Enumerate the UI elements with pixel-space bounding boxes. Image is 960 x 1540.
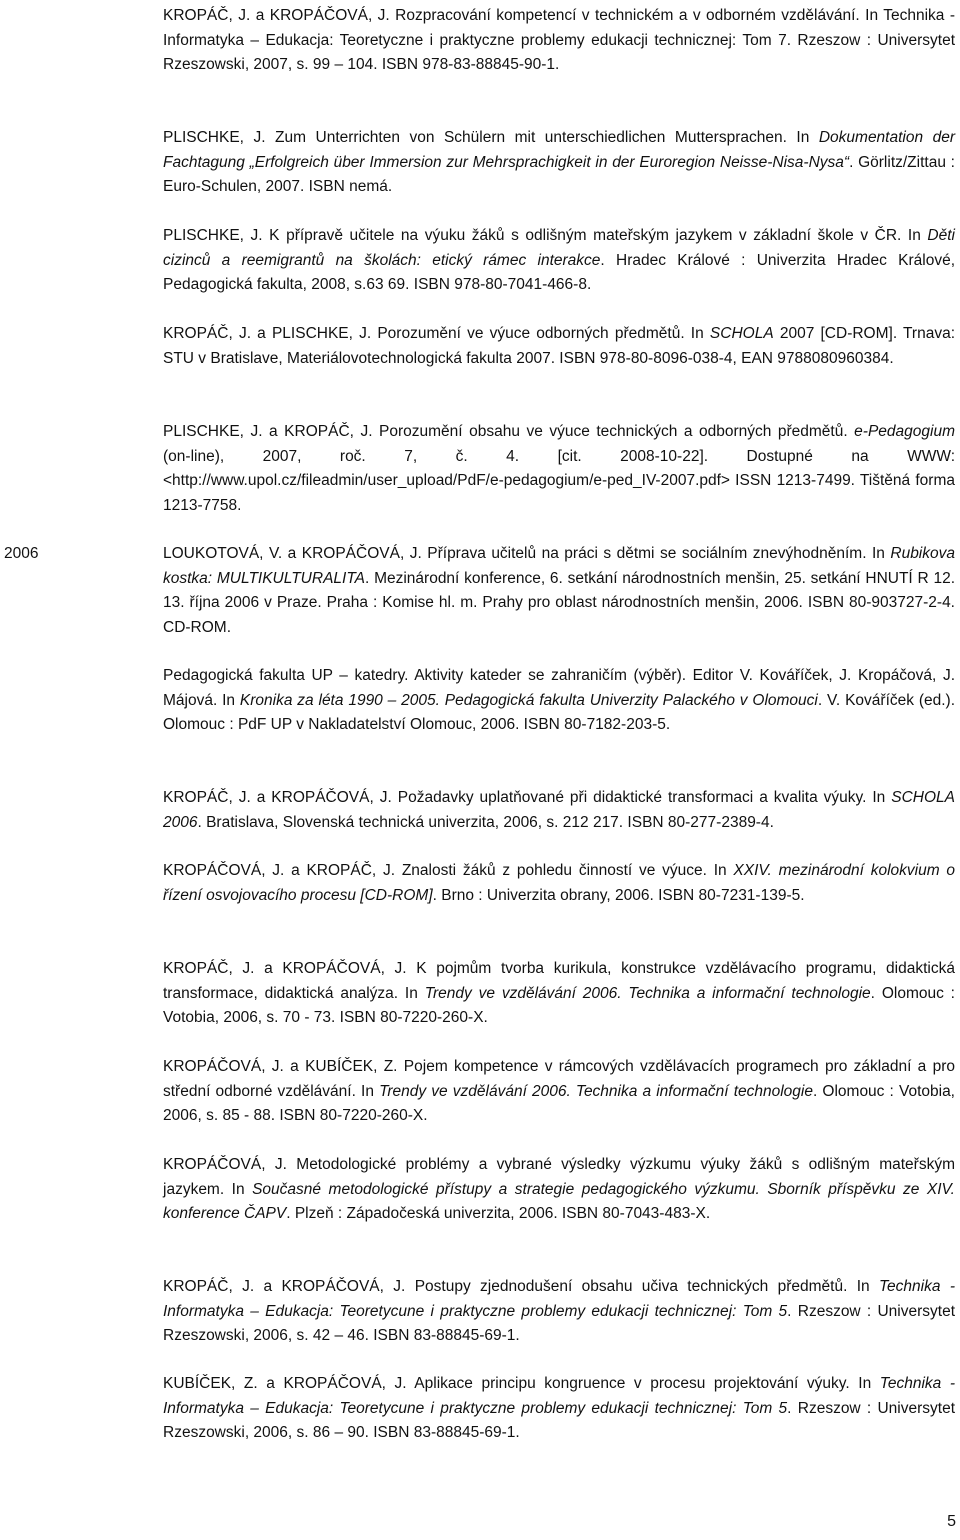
- citation-text: . Plzeň : Západočeská univerzita, 2006. ISBN 80-7043-483-X.: [286, 1205, 711, 1222]
- citation-title: e-Pedagogium: [854, 423, 955, 440]
- citation-text: Pedagogická fakulta UP – katedry. Aktivity kateder se zahraničím (výběr). Editor V. Kováříček, J. Kropáčová, J. Májová. In: [163, 667, 955, 709]
- bibliography-entry: [163, 957, 955, 1031]
- citation-text: . Rzeszow : Universytet Rzeszowski, 2006, s. 42 – 46. ISBN 83-88845-69-1.: [163, 1302, 955, 1344]
- citation-title: Dokumentation der Fachtagung „Erfolgreich über Immersion zur Mehrsprachigkeit in der Euroregion Neisse-Nisa-Nysa“: [163, 129, 955, 171]
- citation-text: KROPÁČ, J. a PLISCHKE, J. Porozumění ve výuce odborných předmětů. In: [163, 325, 710, 342]
- citation-text: LOUKOTOVÁ, V. a KROPÁČOVÁ, J. Příprava učitelů na práci s dětmi se sociálním znevýhodněním. In: [163, 545, 891, 562]
- bibliography-entry: [163, 126, 955, 200]
- bibliography-entry: [163, 542, 955, 640]
- bibliography-entry: [163, 859, 955, 908]
- citation-text: . V. Kováříček (ed.). Olomouc : PdF UP v Nakladatelství Olomouc, 2006. ISBN 80-7182-203-5.: [163, 691, 956, 733]
- citation-title: Současné metodologické přístupy a strategie pedagogického výzkumu. Sborník příspěvku ze XIV. konference ČAPV: [163, 1180, 955, 1222]
- citation-text: . Bratislava, Slovenská technická univerzita, 2006, s. 212 217. ISBN 80-277-2389-4.: [197, 813, 774, 831]
- citation-title: Rubikova kostka: MULTIKULTURALITA: [163, 545, 955, 587]
- citation-text: . Olomouc : Votobia, 2006, s. 70 - 73. ISBN 80-7220-260-X.: [163, 984, 955, 1026]
- citation-title: XXIV. mezinárodní kolokvium o řízení osvojovacího procesu [CD-ROM]: [163, 862, 955, 904]
- citation-title: Technika - Informatyka – Edukacja: Teoretycune i praktyczne problemy edukacji technicznej: Tom 5: [163, 1375, 955, 1417]
- citation-title: Technika - Informatyka – Edukacja: Teoretycune i praktyczne problemy edukacji technicznej: Tom 5: [163, 1278, 955, 1320]
- year-label: 2006: [4, 545, 39, 562]
- bibliography-entry: [163, 786, 955, 835]
- bibliography-entry: [163, 1372, 955, 1446]
- bibliography-entry: [163, 224, 955, 298]
- page-number: 5: [947, 1513, 956, 1530]
- bibliography-entry: [163, 1055, 955, 1129]
- bibliography-entry: [163, 664, 955, 738]
- bibliography-entry: [163, 1153, 955, 1227]
- citation-text: KROPÁČOVÁ, J. a KROPÁČ, J. Znalosti žáků z pohledu činností ve výuce. In: [163, 862, 734, 879]
- bibliography-entry: [163, 322, 955, 371]
- citation-text: (on-line), 2007, roč. 7, č. 4. [cit. 2008-10-22]. Dostupné na WWW: <http://www.upol.cz/fileadmin/user_upload/PdF/e-pedagogium/e-ped_IV-2007.pdf> ISSN 1213-7499. Tištěná forma 1213-7758.: [163, 447, 955, 514]
- citation-title: Děti cizinců a reemigrantů na školách: etický rámec interakce: [163, 227, 955, 269]
- citation-title: Trendy ve vzdělávání 2006. Technika a informační technologie: [424, 984, 871, 1002]
- citation-text: . Brno : Univerzita obrany, 2006. ISBN 80-7231-139-5.: [432, 886, 805, 904]
- citation-title: Kronika za léta 1990 – 2005. Pedagogická fakulta Univerzity Palackého v Olomouci: [239, 691, 818, 709]
- citation-title: SCHOLA 2006: [163, 789, 955, 831]
- citation-text: . Olomouc : Votobia, 2006, s. 85 - 88. ISBN 80-7220-260-X.: [163, 1082, 955, 1124]
- citation-text: KROPÁČ, J. a KROPÁČOVÁ, J. Požadavky uplatňované při didaktické transformaci a kvalita výuky. In: [163, 789, 892, 806]
- citation-text: KROPÁČOVÁ, J. Metodologické problémy a vybrané výsledky výzkumu výuky žáků s odlišným mateřským jazykem. In: [163, 1156, 955, 1198]
- citation-text: . Rzeszow : Universytet Rzeszowski, 2006, s. 86 – 90. ISBN 83-88845-69-1.: [163, 1399, 955, 1441]
- citation-title: Trendy ve vzdělávání 2006. Technika a informační technologie: [379, 1082, 813, 1100]
- citation-text: . Mezinárodní konference, 6. setkání národnostních menšin, 25. setkání HNUTÍ R 12. 13. října 2006 v Praze. Praha : Komise hl. m. Prahy pro oblast národnostních menšin, 2006. ISBN 80-903727-2-4. CD-ROM.: [163, 569, 955, 636]
- citation-text: KROPÁČ, J. a KROPÁČOVÁ, J. Postupy zjednodušení obsahu učiva technických předmětů. In: [163, 1278, 880, 1295]
- bibliography-entry: [163, 4, 955, 78]
- citation-text: KROPÁČOVÁ, J. a KUBÍČEK, Z. Pojem kompetence v rámcových vzdělávacích programech pro základní a pro střední odborné vzdělávání. In: [163, 1058, 955, 1100]
- bibliography-entry: [163, 420, 955, 518]
- citation-text: PLISCHKE, J. a KROPÁČ, J. Porozumění obsahu ve výuce technických a odborných předmětů.: [163, 423, 855, 440]
- citation-text: 2007 [CD-ROM]. Trnava: STU v Bratislave, Materiálovotechnologická fakulta 2007. ISBN 978-80-8096-038-4, EAN 9788080960384.: [163, 325, 955, 367]
- citation-text: PLISCHKE, J. Zum Unterrichten von Schülern mit unterschiedlichen Muttersprachen. In: [163, 129, 819, 146]
- citation-text: KUBÍČEK, Z. a KROPÁČOVÁ, J. Aplikace principu kongruence v procesu projektování výuky. In: [163, 1375, 880, 1392]
- bibliography-entry: [163, 1275, 955, 1349]
- citation-text: PLISCHKE, J. K přípravě učitele na výuku žáků s odlišným mateřským jazykem v základní škole v ČR. In: [163, 227, 928, 244]
- citation-title: SCHOLA: [709, 325, 774, 342]
- citation-text: KROPÁČ, J. a KROPÁČOVÁ, J. K pojmům tvorba kurikula, konstrukce vzdělávacího programu, didaktická transformace, didaktická analýza. In: [163, 960, 955, 1002]
- citation-text: . Görlitz/Zittau : Euro-Schulen, 2007. ISBN nemá.: [163, 153, 955, 195]
- citation-text: KROPÁČ, J. a KROPÁČOVÁ, J. Rozpracování kompetencí v technickém a v odborném vzdělávání. In Technika - Informatyka – Edukacja: Teoretyczne i praktyczne problemy edukacji technicznej: Tom 7. Rzeszow : Universytet Rzeszowski, 2007, s. 99 – 104. ISBN 978-83-88845-90-1.: [163, 7, 955, 73]
- citation-text: . Hradec Králové : Univerzita Hradec Králové, Pedagogická fakulta, 2008, s.63 69. ISBN 978-80-7041-466-8.: [163, 251, 956, 293]
